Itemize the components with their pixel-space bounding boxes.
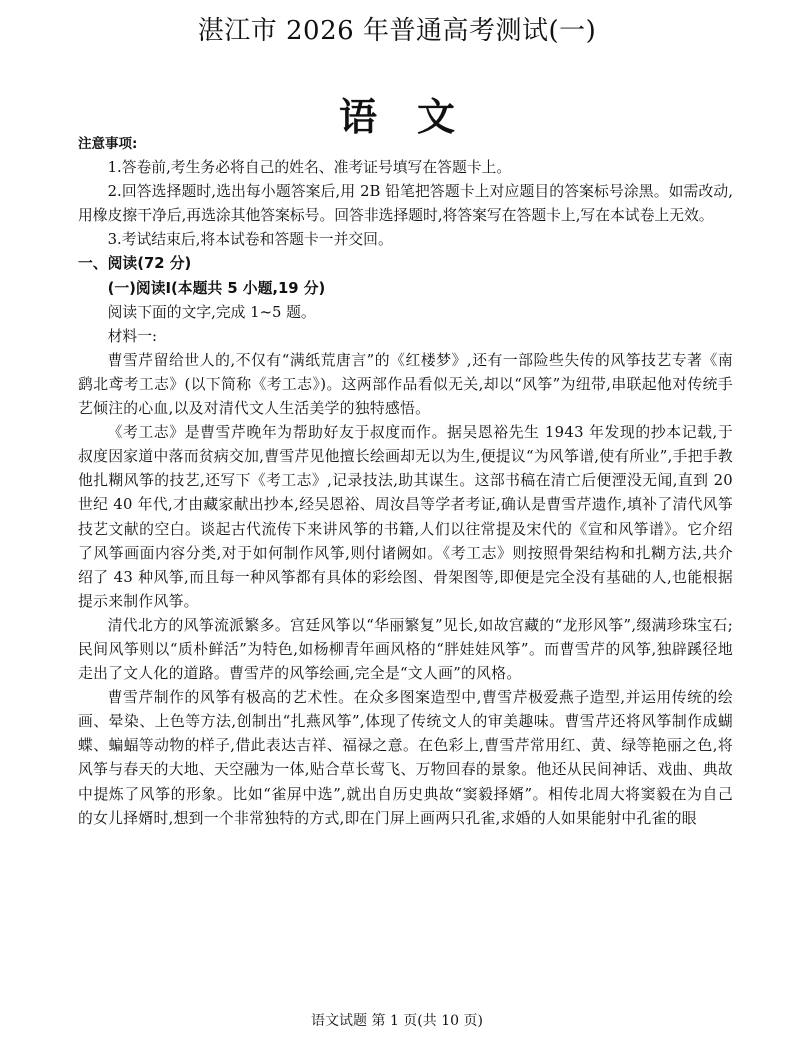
notice-item-2: 2.回答选择题时,选出每小题答案后,用 2B 铅笔把答题卡上对应题目的答案标号涂黑。如需改动,用橡皮擦干净后,再选涂其他答案标号。回答非选择题时,将答案写在答题卡上,写在本试卷上无效。 — [78, 183, 733, 225]
page-footer: 语文试题 第 1 页(共 10 页) — [311, 1013, 483, 1029]
section-instruction: 阅读下面的文字,完成 1~5 题。 — [107, 303, 316, 321]
passage-paragraph-4: 曹雪芹制作的风筝有极高的艺术性。在众多图案造型中,曹雪芹极爱燕子造型,并运用传统的绘画、晕染、上色等方法,创制出“扎燕风筝”,体现了传统文人的审美趣味。曹雪芹还将风筝制作成蝴蝶、蝙蝠等动物的样子,借此表达吉祥、福禄之意。在色彩上,曹雪芹常用红、黄、绿等艳丽之色,将风筝与春天的大地、天空融为一体,贴合草长莺飞、万物回春的景象。他还从民间神话、戏曲、典故中提炼了风筝的形象。比如“雀屏中选”,就出自历史典故“窦毅择婿”。相传北周大将窦毅在为自己的女儿择婿时,想到一个非常独特的方式,即在门屏上画两只孔雀,求婚的人如果能射中孔雀的眼 — [78, 689, 733, 827]
material-label: 材料一: — [107, 327, 157, 345]
notice-heading: 注意事项: — [78, 136, 138, 152]
section-title: 一、阅读(72 分) — [78, 255, 192, 273]
subsection-title: (一)阅读Ⅰ(本题共 5 小题,19 分) — [107, 279, 326, 297]
subject-title: 语文 — [338, 95, 495, 139]
page-content — [78, 132, 733, 831]
exam-title: 湛江市 2026 年普通高考测试(一) — [197, 16, 597, 46]
notice-item-1: 1.答卷前,考生务必将自己的姓名、准考证号填写在答题卡上。 — [107, 159, 512, 177]
notice-item-3: 3.考试结束后,将本试卷和答题卡一并交回。 — [107, 231, 393, 249]
passage-paragraph-2: 《考工志》是曹雪芹晚年为帮助好友于叔度而作。据吴恩裕先生 1943 年发现的抄本记载,于叔度因家道中落而贫病交加,曹雪芹见他擅长绘画却无以为生,便提议“为风筝谱,使有所业”,手把手教他扎糊风筝的技艺,还写下《考工志》,记录技法,助其谋生。这部书稿在清亡后便湮没无闻,直到 20 世纪 40 年代,才由藏家献出抄本,经吴恩裕、周汝昌等学者考证,确认是曹雪芹遗作,填补了清代风筝技艺文献的空白。谈起古代流传下来讲风筝的书籍,人们以往常提及宋代的《宣和风筝谱》。它介绍了风筝画面内容分类,对于如何制作风筝,则付诸阙如。《考工志》则按照骨架结构和扎糊方法,共介绍了 43 种风筝,而且每一种风筝都有具体的彩绘图、骨架图等,即便是完全没有基础的人,也能根据提示来制作风筝。 — [78, 424, 733, 610]
passage-paragraph-3: 清代北方的风筝流派繁多。宫廷风筝以“华丽繁复”见长,如故宫藏的“龙形风筝”,缀满珍珠宝石;民间风筝则以“质朴鲜活”为特色,如杨柳青年画风格的“胖娃娃风筝”。而曹雪芹的风筝,独辟蹊径地走出了文人化的道路。曹雪芹的风筝绘画,完全是“文人画”的风格。 — [78, 616, 733, 683]
passage-paragraph-1: 曹雪芹留给世人的,不仅有“满纸荒唐言”的《红楼梦》,还有一部险些失传的风筝技艺专著《南鹞北鸢考工志》(以下简称《考工志》)。这两部作品看似无关,却以“风筝”为纽带,串联起他对传统手艺倾注的心血,以及对清代文人生活美学的独特感悟。 — [78, 351, 733, 418]
